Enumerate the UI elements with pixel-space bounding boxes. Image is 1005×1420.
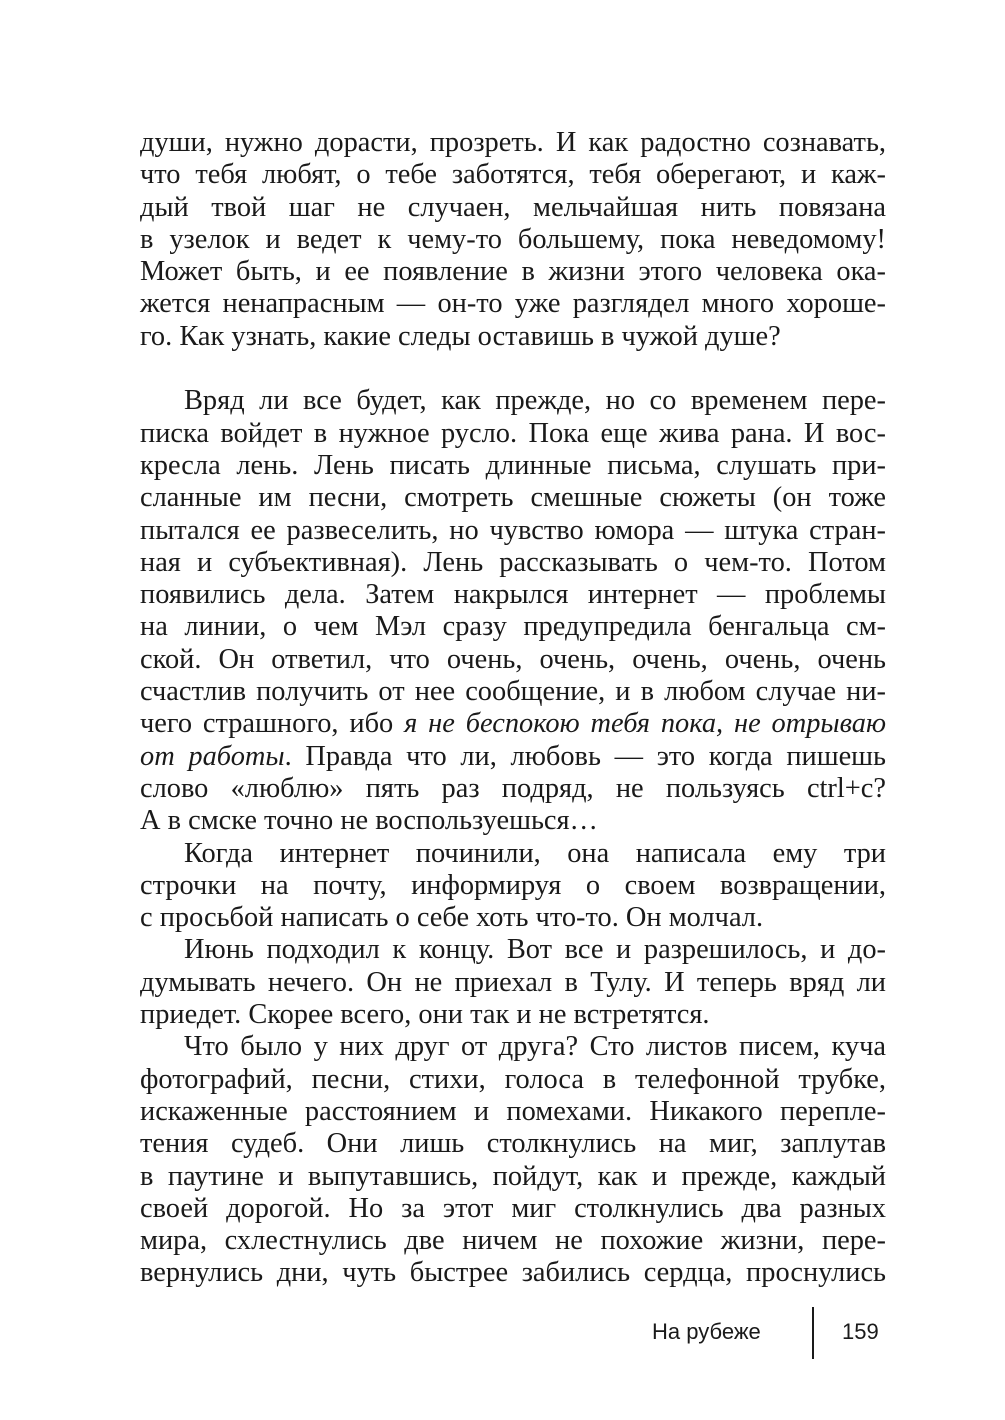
text-line: кресла лень. Лень писать длинные письма, слушать при- (140, 449, 886, 481)
text-line: дый твой шаг не случаен, мельчайшая нить повязана (140, 191, 886, 223)
text-line: писка войдет в нужное русло. Пока еще жива рана. И вос- (140, 417, 886, 449)
page-number: 159 (842, 1319, 879, 1344)
text-line: мира, схлестнулись две ничем не похожие жизни, пере- (140, 1225, 886, 1257)
text-line: слово «люблю» пять раз подряд, не пользуясь ctrl+c? (140, 772, 886, 804)
text-line: счастлив получить от нее сообщение, и в любом случае ни- (140, 676, 886, 708)
footer-divider (812, 1307, 814, 1359)
text-line: тения судеб. Они лишь столкнулись на миг, заплутав (140, 1128, 886, 1160)
text-line: го. Как узнать, какие следы оставишь в чужой душе? (140, 320, 781, 352)
text-line: Июнь подходил к концу. Вот все и разрешилось, и до- (184, 934, 886, 966)
body-text (140, 127, 886, 1290)
text-line: что тебя любят, о тебе заботятся, тебя оберегают, и каж- (140, 159, 886, 191)
text-line: в паутине и выпутавшись, пойдут, как и прежде, каждый (140, 1160, 886, 1192)
text-line: сланные им песни, смотреть смешные сюжеты (он тоже (140, 482, 886, 514)
text-line: пытался ее развеселить, но чувство юмора — штука стран- (140, 514, 886, 546)
text-line: на линии, о чем Мэл сразу предупредила бенгальца см- (140, 611, 886, 643)
text-line: Что было у них друг от друга? Сто листов писем, куча (184, 1031, 886, 1063)
text-line: искаженные расстоянием и помехами. Никакого перепле- (140, 1095, 886, 1127)
text-line: ная и субъективная). Лень рассказывать о чем-то. Потом (140, 546, 886, 578)
text-line (140, 741, 886, 773)
text-line: вернулись дни, чуть быстрее забились сердца, проснулись (140, 1257, 886, 1289)
italic-quote: я не беспокою тебя пока, не отрываю (404, 708, 886, 740)
running-footer-title: На рубеже (652, 1319, 761, 1344)
text-line: А в смске точно не воспользуешься… (140, 805, 598, 837)
text-line: ской. Он ответил, что очень, очень, очень, очень, очень (140, 643, 886, 675)
text-line (140, 708, 886, 740)
text-line: появились дела. Затем накрылся интернет — проблемы (140, 579, 886, 611)
text-line: души, нужно дорасти, прозреть. И как радостно сознавать, (140, 127, 886, 158)
italic-quote: от работы (140, 740, 285, 772)
text-line: Может быть, и ее появление в жизни этого человека ока- (140, 256, 886, 288)
text-line: Вряд ли все будет, как прежде, но со временем пере- (184, 385, 886, 417)
text-line: жется ненапрасным — он-то уже разглядел много хороше- (140, 288, 886, 320)
text-fragment: чего страшного, ибо (140, 708, 405, 740)
text-line: строчки на почту, информируя о своем возвращении, (140, 869, 886, 901)
text-line: думывать нечего. Он не приехал в Тулу. И теперь вряд ли (140, 966, 886, 998)
section-break (140, 353, 886, 385)
text-line: фотографий, песни, стихи, голоса в телефонной трубке, (140, 1063, 886, 1095)
text-line: приедет. Скорее всего, они так и не встретятся. (140, 999, 710, 1031)
text-line: своей дорогой. Но за этот миг столкнулись два разных (140, 1192, 886, 1224)
text-line: в узелок и ведет к чему-то большему, пока неведомому! (140, 223, 886, 255)
text-line: Когда интернет починили, она написала ему три (184, 837, 886, 869)
text-fragment: . Правда что ли, любовь — это когда пишешь (284, 740, 886, 772)
text-line: с просьбой написать о себе хоть что-то. Он молчал. (140, 902, 764, 934)
